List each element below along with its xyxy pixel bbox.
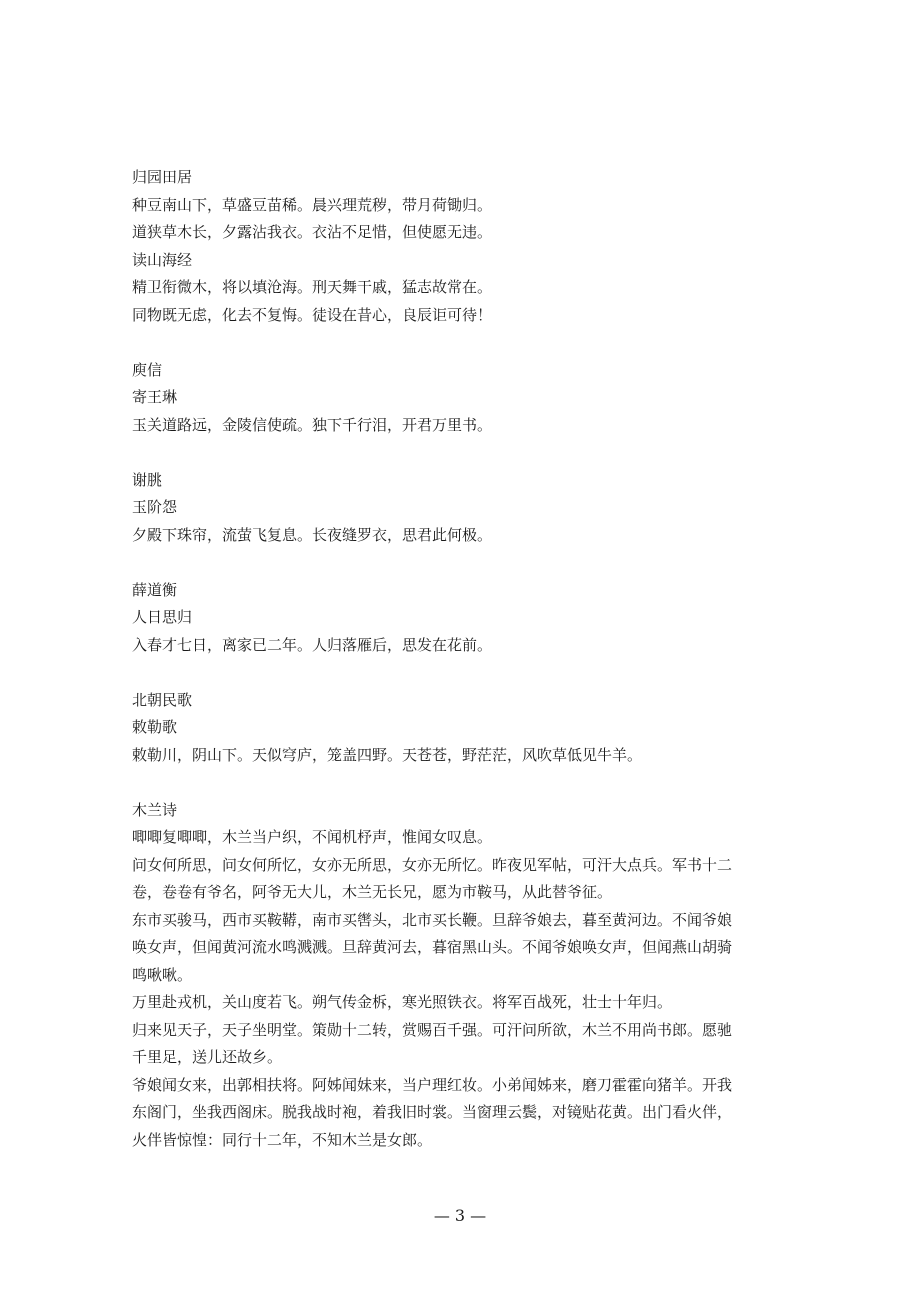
text-line: 木兰诗 — [132, 800, 178, 819]
text-line: 道狭草木长，夕露沾我衣。衣沾不足惜，但使愿无违。 — [132, 223, 493, 241]
text-line: 薛道衡 — [132, 580, 178, 599]
text-line: 庾信 — [132, 360, 163, 379]
poem-section — [132, 357, 792, 440]
text-line: 敕勒歌 — [132, 718, 178, 736]
text-line: 寄王琳 — [132, 388, 178, 406]
text-line: 万里赴戎机，关山度若飞。朔气传金柝，寒光照铁衣。将军百战死，壮士十年归。 — [132, 993, 673, 1011]
text-line: 读山海经 — [132, 250, 193, 269]
poem-section — [132, 797, 792, 1155]
text-line: 火伴皆惊惶：同行十二年，不知木兰是女郎。 — [132, 1130, 433, 1149]
poem-section — [132, 164, 792, 329]
text-line: 入春才七日，离家已二年。人归落雁后，思发在花前。 — [132, 635, 493, 654]
text-line: 千里足，送儿还故乡。 — [132, 1048, 283, 1066]
section-gap — [132, 549, 792, 577]
text-line: 爷娘闻女来，出郭相扶将。阿姊闻妹来，当户理红妆。小弟闻姊来，磨刀霍霍向猪羊。开我 — [132, 1075, 733, 1094]
text-line: 人日思归 — [132, 608, 193, 626]
text-line: 谢朓 — [132, 470, 163, 489]
text-line: 唧唧复唧唧，木兰当户织，不闻机杼声，惟闻女叹息。 — [132, 828, 493, 846]
text-line: 归来见天子，天子坐明堂。策勋十二转，赏赐百千强。可汗问所欲，木兰不用尚书郎。愿驰 — [132, 1020, 733, 1039]
section-gap — [132, 329, 792, 357]
text-line: 归园田居 — [132, 168, 193, 186]
poem-section — [132, 467, 792, 550]
document-body — [132, 164, 792, 1154]
section-gap — [132, 659, 792, 687]
page-number: — 3 — — [433, 1206, 487, 1225]
text-line: 夕殿下珠帘，流萤飞复息。长夜缝罗衣，思君此何极。 — [132, 525, 493, 544]
text-line: 种豆南山下，草盛豆苗稀。晨兴理荒秽，带月荷锄归。 — [132, 195, 493, 214]
text-line: 唤女声，但闻黄河流水鸣溅溅。旦辞黄河去，暮宿黑山头。不闻爷娘唤女声，但闻燕山胡骑 — [132, 938, 733, 956]
text-line: 问女何所思，问女何所忆，女亦无所思，女亦无所忆。昨夜见军帖，可汗大点兵。军书十二 — [132, 855, 733, 874]
text-line: 玉阶怨 — [132, 498, 178, 516]
text-line: 北朝民歌 — [132, 690, 193, 709]
section-gap — [132, 439, 792, 467]
text-line: 敕勒川，阴山下。天似穹庐，笼盖四野。天苍苍，野茫茫，风吹草低见牛羊。 — [132, 745, 643, 764]
text-line: 鸣啾啾。 — [132, 965, 193, 984]
text-line: 玉关道路远，金陵信使疏。独下千行泪，开君万里书。 — [132, 415, 493, 434]
poem-section — [132, 687, 792, 770]
text-line: 东阁门，坐我西阁床。脱我战时袍，着我旧时裳。当窗理云鬓，对镜贴花黄。出门看火伴， — [132, 1103, 733, 1121]
text-line: 卷，卷卷有爷名，阿爷无大儿，木兰无长兄，愿为市鞍马，从此替爷征。 — [132, 883, 613, 901]
poem-section — [132, 577, 792, 660]
text-line: 东市买骏马，西市买鞍鞯，南市买辔头，北市买长鞭。旦辞爷娘去，暮至黄河边。不闻爷娘 — [132, 910, 733, 929]
section-gap — [132, 769, 792, 797]
text-line: 精卫衔微木，将以填沧海。刑天舞干戚，猛志故常在。 — [132, 278, 493, 296]
text-line: 同物既无虑，化去不复悔。徒设在昔心，良辰讵可待！ — [132, 305, 493, 324]
